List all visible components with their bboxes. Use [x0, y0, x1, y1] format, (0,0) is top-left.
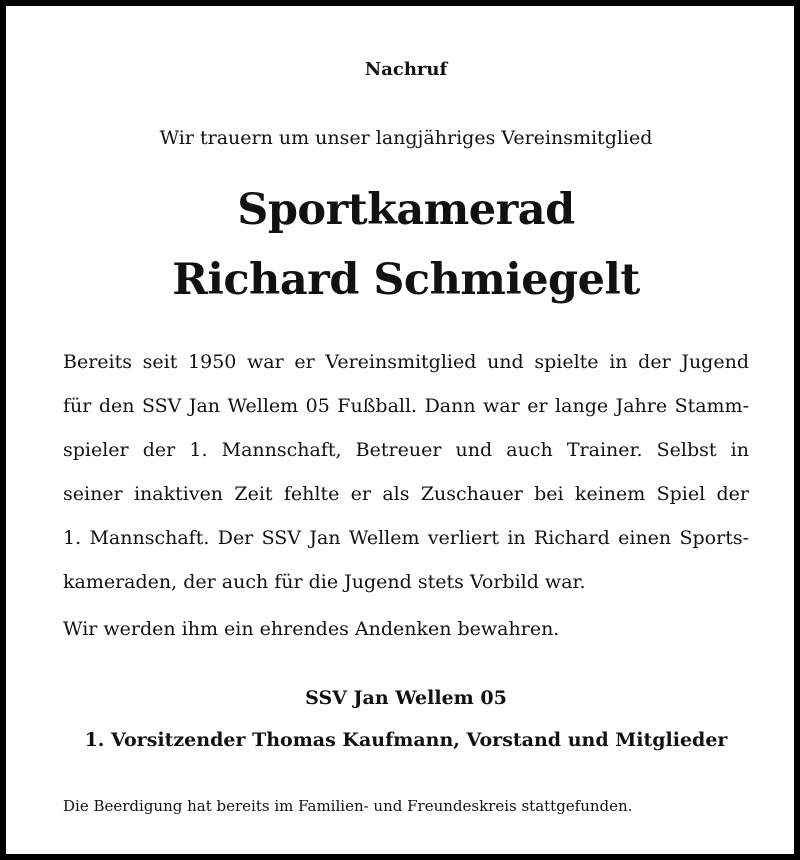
body-line: Bereits seit 1950 war er Vereinsmitglied und spielte in der Jugend: [63, 351, 749, 373]
deceased-name: Richard Schmiegelt: [172, 255, 640, 305]
body-line: kameraden, der auch für die Jugend stets Vorbild war.: [63, 571, 586, 593]
board-signature: 1. Vorsitzender Thomas Kaufmann, Vorstand und Mitglieder: [84, 729, 728, 751]
body-line: seiner inaktiven Zeit fehlte er als Zuschauer bei keinem Spiel der: [63, 483, 749, 505]
closing-text: Wir werden ihm ein ehrendes Andenken bewahren.: [63, 618, 560, 640]
notice-heading: Nachruf: [364, 59, 448, 80]
intro-text: Wir trauern um unser langjähriges Vereinsmitglied: [159, 127, 653, 149]
body-line: für den SSV Jan Wellem 05 Fußball. Dann war er lange Jahre Stamm-: [63, 395, 749, 417]
deceased-title: Sportkamerad: [237, 185, 575, 235]
body-line: 1. Mannschaft. Der SSV Jan Wellem verliert in Richard einen Sports-: [63, 527, 749, 549]
club-name: SSV Jan Wellem 05: [305, 687, 507, 709]
body-line: spieler der 1. Mannschaft, Betreuer und auch Trainer. Selbst in: [63, 439, 749, 461]
funeral-note: Die Beerdigung hat bereits im Familien- und Freundeskreis stattgefunden.: [63, 797, 633, 815]
